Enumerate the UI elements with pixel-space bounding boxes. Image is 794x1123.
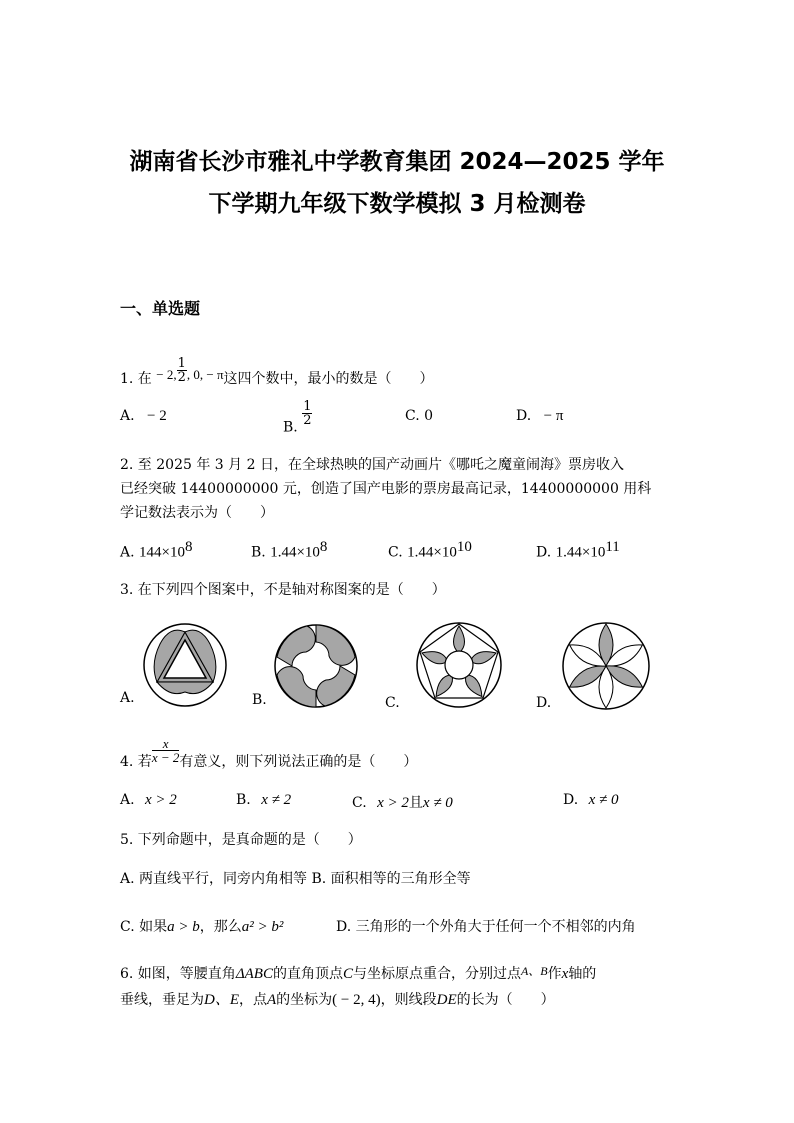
q6-l2c: 的坐标为 [276, 992, 333, 1008]
q6-p5: 轴的 [568, 966, 597, 982]
q5-c-math-2: a² > b² [241, 919, 284, 935]
q6-l2m2: A [267, 992, 277, 1008]
q2-line-2: 已经突破 14400000000 元，创造了国产电影的票房最高记录，14400000000 用科 [120, 481, 652, 497]
q2-line-3: 学记数法表示为（ ） [120, 505, 274, 521]
q1-option-d [516, 408, 563, 425]
q1-nums: − 2, [156, 367, 177, 382]
q6-m3: A、B [520, 964, 548, 978]
q2-b-exp: 8 [319, 539, 328, 555]
q1-d-label: D. [516, 408, 532, 424]
q2-d-label: D. [536, 544, 552, 561]
q1-option-c [405, 408, 433, 424]
q4-frac-num: x [152, 737, 180, 751]
q1-rest: , 0, − π [186, 367, 224, 382]
q6-line-1 [120, 962, 596, 983]
q1-a-label: A. [120, 408, 135, 424]
q5-option-c [120, 916, 283, 936]
q6-p1: 6. 如图，等腰直角 [120, 966, 236, 982]
q3-b-label: B. [252, 692, 267, 708]
q4-post: 有意义，则下列说法正确的是（ ） [179, 754, 418, 770]
q4-c-value-1: x > 2 [377, 795, 409, 811]
q2-c-label: C. [388, 544, 403, 561]
q4-c-label: C. [352, 795, 367, 811]
q4-option-a [120, 792, 177, 809]
q6-l2a: 垂线，垂足为 [120, 992, 204, 1008]
q3-a-label: A. [120, 690, 135, 706]
q5-c-pre: C. 如果 [120, 919, 168, 935]
q6-l2m1: D、E [204, 992, 239, 1008]
q6-m1: ΔABC [235, 966, 273, 982]
q1-b-num: 1 [303, 399, 312, 414]
question-4 [120, 737, 417, 771]
q1-c-value: 0 [424, 408, 434, 424]
q6-l2e: 的长为（ ） [456, 992, 555, 1008]
q4-b-label: B. [236, 792, 251, 808]
q2-a-label: A. [120, 544, 135, 561]
q6-l2d: ，则线段 [380, 992, 437, 1008]
q4-pre: 4. 若 [120, 754, 152, 770]
q1-frac-den: 2 [177, 370, 186, 385]
q1-option-b [283, 400, 312, 436]
q5-text: 5. 下列命题中，是真命题的是（ ） [120, 832, 362, 848]
section-heading: 一、单选题 [120, 299, 201, 318]
q1-c-label: C. [405, 408, 420, 424]
q2-line-1: 2. 至 2025 年 3 月 2 日，在全球热映的国产动画片《哪吒之魔童闹海》票房收入 [120, 457, 624, 473]
q1-d-value: − π [543, 408, 564, 424]
q2-c-exp: 10 [456, 539, 472, 555]
q5-c-math-1: a > b [167, 919, 200, 935]
q6-p3: 与坐标原点重合，分别过点 [352, 966, 521, 982]
q2-d-value: 1.44×10 [555, 544, 606, 561]
q3-text: 3. 在下列四个图案中，不是轴对称图案的是（ ） [120, 582, 446, 598]
q4-a-value: x > 2 [145, 792, 177, 808]
q1-b-label: B. [283, 419, 298, 436]
pattern-b-figure [272, 622, 360, 710]
q2-b-label: B. [251, 544, 266, 561]
q1-num: 1. 在 [120, 371, 152, 387]
q2-c-value: 1.44×10 [407, 544, 457, 561]
q6-l2m3: ( − 2, 4) [332, 992, 381, 1008]
q5-option-d: D. 三角形的一个外角大于任何一个不相邻的内角 [336, 919, 636, 935]
q4-c-mid: 且 [408, 795, 423, 811]
q6-p4: 作 [547, 966, 562, 982]
q4-b-value: x ≠ 2 [261, 792, 292, 808]
q2-option-a [120, 539, 192, 562]
q4-d-value: x ≠ 0 [588, 792, 619, 808]
pattern-c-figure [414, 620, 504, 710]
q1-frac-num: 1 [177, 356, 186, 371]
q2-a-exp: 8 [184, 539, 193, 555]
q5-c-mid: ，那么 [199, 919, 242, 935]
q4-c-value-2: x ≠ 0 [422, 795, 453, 811]
q2-option-b [251, 539, 327, 562]
q2-d-exp: 11 [605, 539, 620, 555]
q6-line-2 [120, 988, 555, 1009]
q1-b-den: 2 [303, 413, 312, 428]
q6-l2m4: DE [436, 992, 457, 1008]
question-1 [120, 357, 434, 388]
q2-a-value: 144×10 [139, 544, 185, 561]
q6-m4: x [561, 966, 569, 982]
q2-b-value: 1.44×10 [270, 544, 320, 561]
q2-option-c [388, 539, 472, 562]
q1-tail: 这四个数中，最小的数是（ ） [223, 371, 434, 387]
q2-option-d [536, 539, 620, 562]
q4-option-c [352, 792, 453, 812]
q3-c-label: C. [385, 695, 400, 711]
q5-options-ab: A. 两直线平行，同旁内角相等 B. 面积相等的三角形全等 [120, 871, 471, 887]
q1-a-value: − 2 [147, 408, 167, 424]
title-line-1: 湖南省长沙市雅礼中学教育集团 2024—2025 学年 [129, 149, 665, 175]
q4-frac-den: x − 2 [151, 750, 180, 765]
title-line-2: 下学期九年级下数学模拟 3 月检测卷 [208, 191, 586, 217]
pattern-a-figure [140, 620, 230, 710]
q6-l2b: ，点 [239, 992, 267, 1008]
q4-d-label: D. [563, 792, 579, 808]
q4-option-b [236, 792, 291, 809]
q3-d-label: D. [536, 695, 552, 711]
q6-p2: 的直角顶点 [272, 966, 343, 982]
q4-a-label: A. [120, 792, 135, 808]
q6-m2: C [342, 966, 353, 982]
pattern-d-figure [560, 620, 652, 712]
q1-option-a [120, 408, 167, 425]
q4-option-d [563, 792, 619, 809]
